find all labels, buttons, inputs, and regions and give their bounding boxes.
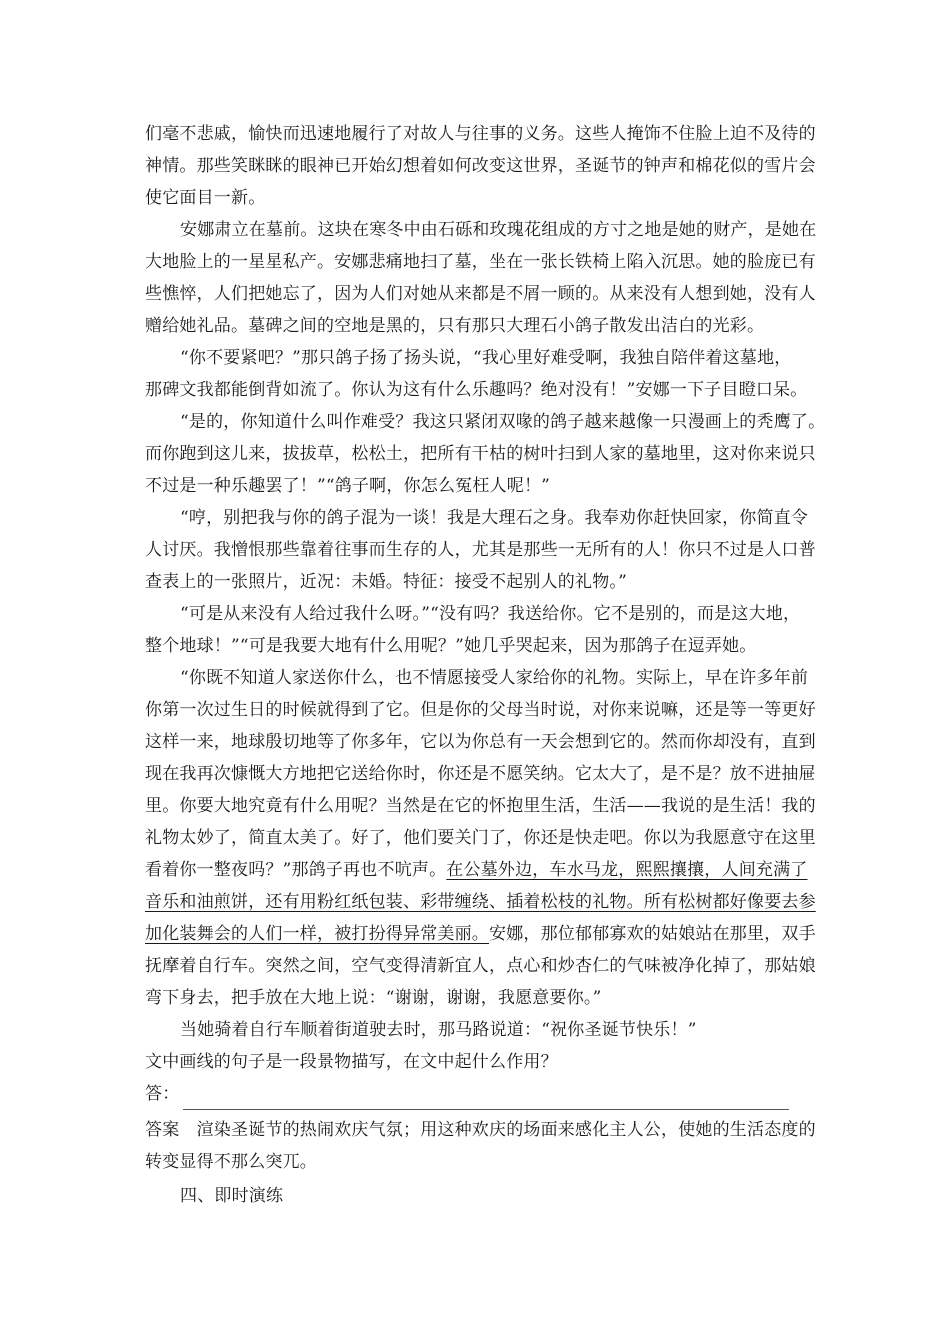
text-line: “你不要紧吧？”那只鸽子扬了扬头说，“我心里好难受啊，我独自陪伴着这墓地， (180, 348, 792, 368)
paragraph-5 (145, 502, 816, 598)
paragraph-2 (145, 214, 817, 342)
paragraph-1 (145, 118, 816, 214)
text-line: 赠给她礼品。墓碑之间的空地是黑的，只有那只大理石小鸽子散发出洁白的光彩。 (145, 316, 765, 336)
text-line: 抚摩着自行车。突然之间，空气变得清新宜人，点心和炒杏仁的气味被净化掉了，那姑娘 (145, 956, 816, 976)
paragraph-6 (145, 598, 810, 662)
paragraph-7 (145, 662, 816, 1014)
text-line: 些憔悴，人们把她忘了，因为人们对她从来都是不屑一顾的。从来没有人想到她，没有人 (145, 284, 816, 304)
text-line: 答案 渲染圣诞节的热闹欢庆气氛；用这种欢庆的场面来感化主人公，使她的生活态度的 (145, 1120, 816, 1140)
section-heading: 四、即时演练 (180, 1186, 284, 1206)
answer-row (145, 1078, 810, 1110)
text-line: 那碑文我都能倒背如流了。你认为这有什么乐趣吗？绝对没有！”安娜一下子目瞪口呆。 (145, 380, 808, 400)
paragraph-4 (145, 406, 826, 502)
answer-key (145, 1114, 816, 1178)
text-line: “是的，你知道什么叫作难受？我这只紧闭双喙的鸽子越来越像一只漫画上的秃鹰了。 (180, 412, 826, 432)
text-line: 不过是一种乐趣罢了！”“鸽子啊，你怎么冤枉人呢！” (145, 476, 551, 496)
text-line: 里。你要大地究竟有什么用呢？当然是在它的怀抱里生活，生活——我说的是生活！我的 (145, 796, 816, 816)
text-line: 们毫不悲戚，愉快而迅速地履行了对故人与往事的义务。这些人掩饰不住脸上迫不及待的 (145, 124, 816, 144)
text-line: 现在我再次慷慨大方地把它送给你时，你还是不愿笑纳。它太大了，是不是？放不进抽屉 (145, 764, 816, 784)
text-line: 而你跑到这儿来，拔拔草，松松土，把所有干枯的树叶扫到人家的墓地里，这对你来说只 (145, 444, 816, 464)
underlined-sentence: 音乐和油煎饼，还有用粉红纸包装、彩带缠绕、插着松枝的礼物。所有松树都好像要去参 (145, 892, 816, 912)
text-line: 你第一次过生日的时候就得到了它。但是你的父母当时说，对你来说嘛，还是等一等更好 (145, 700, 816, 720)
text-line: “你既不知道人家送你什么，也不情愿接受人家给你的礼物。实际上，早在许多年前 (180, 668, 809, 688)
underlined-sentence: 加化装舞会的人们一样，被打扮得异常美丽。 (145, 924, 489, 944)
question-text: 文中画线的句子是一段景物描写，在文中起什么作用？ (145, 1052, 558, 1072)
text-line: 当她骑着自行车顺着街道驶去时，那马路说道：“祝你圣诞节快乐！” (180, 1020, 697, 1040)
text-line: 查表上的一张照片，近况：未婚。特征：接受不起别人的礼物。” (145, 572, 627, 592)
text-line: 人讨厌。我憎恨那些靠着往事而生存的人，尤其是那些一无所有的人！你只不过是人口普 (145, 540, 816, 560)
text-line: 整个地球！”“可是我要大地有什么用呢？”她几乎哭起来，因为那鸽子在逗弄她。 (145, 636, 757, 656)
text-line: “哼，别把我与你的鸽子混为一谈！我是大理石之身。我奉劝你赶快回家，你简直令 (180, 508, 809, 528)
underlined-sentence: 在公墓外边，车水马龙，熙熙攘攘，人间充满了 (446, 860, 808, 880)
plain-text: 安娜，那位郁郁寡欢的姑娘站在那里，双手 (489, 924, 816, 944)
text-line: 弯下身去，把手放在大地上说：“谢谢，谢谢，我愿意要你。” (145, 988, 602, 1008)
answer-blank-line (183, 1087, 789, 1110)
paragraph-3 (145, 342, 810, 406)
paragraph-8 (145, 1014, 810, 1046)
text-line (145, 886, 816, 918)
text-line: 神情。那些笑眯眯的眼神已开始幻想着如何改变这世界，圣诞节的钟声和棉花似的雪片会 (145, 156, 816, 176)
text-line (145, 854, 810, 886)
plain-text: 看着你一整夜吗？”那鸽子再也不吭声。 (145, 860, 447, 880)
text-line (145, 918, 816, 950)
document-body (145, 118, 826, 1212)
text-line: 这样一来，地球殷切地等了你多年，它以为你总有一天会想到它的。然而你却没有，直到 (145, 732, 816, 752)
text-line: “可是从来没有人给过我什么呀。”“没有吗？我送给你。它不是别的，而是这大地， (180, 604, 801, 624)
text-line: 安娜肃立在墓前。这块在寒冬中由石砾和玫瑰花组成的方寸之地是她的财产，是她在 (180, 220, 817, 240)
text-line: 礼物太妙了，简直太美了。好了，他们要关门了，你还是快走吧。你以为我愿意守在这里 (145, 828, 816, 848)
text-line: 转变显得不那么突兀。 (145, 1152, 317, 1172)
text-line: 使它面目一新。 (145, 188, 266, 208)
answer-label: 答： (145, 1084, 180, 1104)
text-line: 大地脸上的一星星私产。安娜悲痛地扫了墓，坐在一张长铁椅上陷入沉思。她的脸庞已有 (145, 252, 816, 272)
